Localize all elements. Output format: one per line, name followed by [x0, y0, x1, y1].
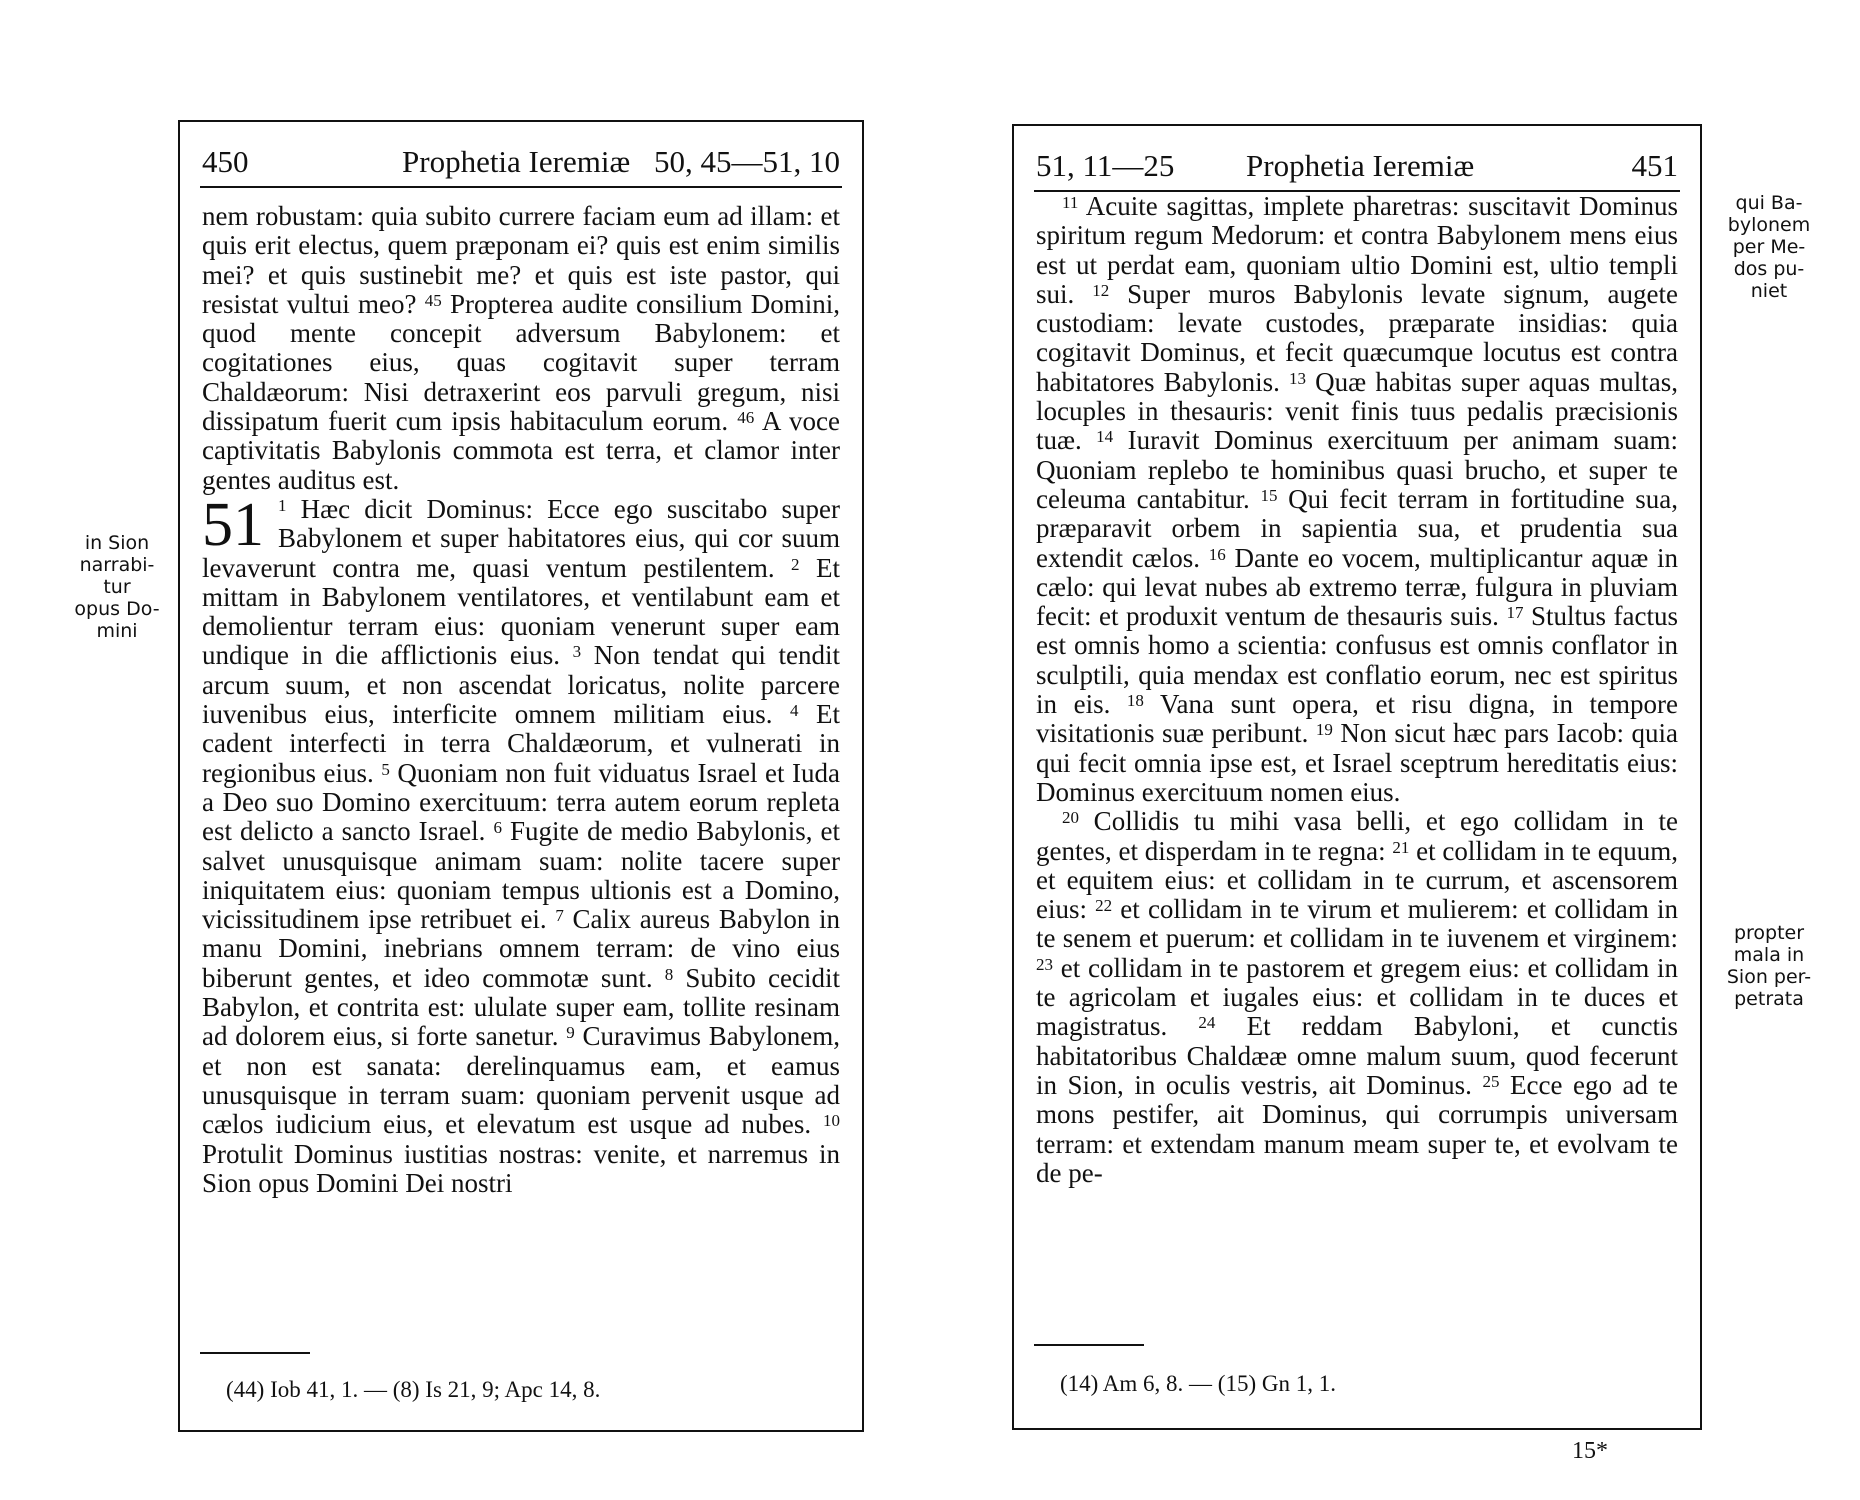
margin-note-line: dos pu- [1733, 258, 1805, 280]
paragraph [202, 490, 841, 1198]
text-run: Et mittam in Babylonem ventilatores, et ventilabunt eam et demolientur terram eius: quoniam venerunt super eam undique in die afflictionis eius. [202, 552, 840, 671]
footnote: (44) Iob 41, 1. — (8) Is 21, 9; Apc 14, 8. [226, 1377, 601, 1402]
verse-number: 4 [789, 701, 799, 721]
verse-number: 11 [1062, 193, 1079, 212]
verse-number: 20 [1062, 808, 1079, 828]
running-head [202, 142, 840, 182]
verse-number: 12 [1092, 280, 1110, 300]
text-run: Protulit Dominus iustitias nostras: venite, et narremus in Sion opus Domini Dei nostri [202, 1138, 840, 1198]
text-run: Dante eo vocem, multiplicantur aquæ in cælo: qui levat nubes ab extremo terræ, fulgura in pluviam fecit: et produxit ventum de thesauris suis. [1036, 542, 1678, 632]
verse-number: 24 [1198, 1013, 1216, 1033]
text-run: Non tendat qui tendit arcum suum, et non ascendat loricatus, nolite parcere iuvenibus eius, interficite omnem militiam eius. [202, 640, 840, 730]
margin-note-line: Sion per- [1726, 966, 1812, 988]
signature-mark: 15* [1572, 1438, 1608, 1464]
header-rule [200, 186, 842, 188]
body-text [202, 202, 840, 1198]
body-text [1036, 192, 1678, 1188]
verse-number: 16 [1208, 544, 1226, 564]
text-run: Propterea audite consilium Domini, quod mente concepit adversum Babylonem: et cogitationes eius, quas cogitavit super terram Chaldæorum: Nisi detraxerint eos parvuli gregum, nisi dissipatum fuerit cum ipsis habitaculum eorum. [202, 288, 840, 437]
margin-note-line: narrabi- [79, 554, 155, 576]
margin-note-line: opus Do- [74, 598, 160, 620]
page-number: 450 [202, 144, 249, 179]
text-run: Collidis tu mihi vasa belli, et ego collidam in te gentes, et disperdam in te regna: [1036, 806, 1678, 866]
running-head [1036, 146, 1678, 186]
margin-note-right-top [1714, 192, 1824, 302]
text-run: Ecce ego ad te mons pestifer, ait Dominus, qui corrumpis universam terram: et extendam manum meam super te, et evolvam te de pe- [1036, 1069, 1678, 1188]
margin-note-line: mala in [1733, 944, 1805, 966]
text-run: et collidam in te equum, et equitem eius: et collidam in te currum, et ascensorem eius: [1036, 835, 1678, 925]
verse-number: 7 [555, 906, 564, 926]
text-run: Quoniam non fuit viduatus Israel et Iuda a Deo suo Domino exercituum: terra autem eorum repleta est delicto a sancto Israel. [202, 757, 840, 847]
margin-note-line: niet [1750, 280, 1788, 302]
right-page [1012, 124, 1702, 1430]
paragraph [1036, 807, 1678, 1188]
page-number: 451 [1631, 148, 1678, 183]
margin-note-line: propter [1733, 922, 1805, 944]
text-run: Iuravit Dominus exercituum per animam suam: Quoniam replebo te hominibus quasi brucho, et super te celeuma cantabitur. [1036, 425, 1678, 514]
verse-number: 21 [1392, 837, 1410, 857]
footnote-rule [1034, 1344, 1144, 1346]
text-run: A voce captivitatis Babylonis commota est terra, et clamor inter gentes auditus est. [202, 406, 840, 495]
margin-note-line: per Me- [1732, 236, 1806, 258]
verse-number: 13 [1289, 368, 1307, 388]
text-run: nem robustam: quia subito currere faciam eum ad illam: et quis erit electus, quem præponam ei? quis est enim similis mei? et quis sustinebit me? et quis est iste pastor, qui resistat vultui meo? [202, 201, 840, 319]
text-run: Et reddam Babyloni, et cunctis habitatoribus Chaldææ omne malum suum, quod fecerunt in Sion, in oculis vestris, ait Dominus. [1036, 1011, 1678, 1100]
margin-note-line: petrata [1734, 988, 1804, 1010]
text-run: Subito cecidit Babylon, et contrita est: ululate super eam, tollite resinam ad dolorem eius, si forte sanetur. [202, 962, 840, 1052]
verse-number: 19 [1315, 720, 1333, 740]
text-run: Curavimus Babylonem, et non est sanata: derelinquamus eam, et eamus unusquisque in terram suam: quoniam pervenit usque ad cælos iudicium eius, et elevatum est usque ad nubes. [202, 1021, 840, 1140]
verse-number: 46 [737, 408, 755, 428]
text-run: Calix aureus Babylon in manu Domini, inebrians omnem terram: de vino eius biberunt gentes, et ideo commotæ sunt. [202, 904, 840, 993]
chapter-verse-reference: 50, 45—51, 10 [654, 144, 840, 179]
text-run: Hæc dicit Dominus: Ecce ego suscitabo super Babylonem et super habitatores eius, qui cor suum levaverunt contra me, quasi ventum pestilentem. [202, 493, 840, 583]
text-run: Fugite de medio Babylonis, et salvet unusquisque animam suam: nolite tacere super iniquitatem eius: quoniam tempus ultionis est a Domino, vicissitudinem ipse retribuet ei. [202, 816, 841, 935]
paragraph [1036, 192, 1678, 807]
chapter-verse-reference: 51, 11—25 [1036, 148, 1175, 183]
left-page [178, 120, 864, 1432]
margin-note-right-bottom [1714, 922, 1824, 1010]
verse-number: 15 [1260, 485, 1278, 505]
verse-number: 2 [791, 554, 800, 574]
verse-number: 10 [823, 1111, 840, 1131]
chapter-number: 51 [202, 490, 264, 559]
text-run: Acuite sagittas, implete pharetras: suscitavit Dominus spiritum regum Medorum: et contra Babylonem mens eius est ut perdat eam, quoniam ultio Domini est, ultio templi sui. [1036, 191, 1678, 309]
verse-number: 5 [381, 759, 390, 779]
running-title: Prophetia Ieremiæ [1246, 148, 1475, 183]
text-run: Qui fecit terram in fortitudine sua, præparavit orbem in sapientia sua, et prudentia sua extendit cælos. [1036, 483, 1678, 573]
verse-number: 18 [1126, 691, 1144, 711]
margin-note-line: mini [96, 620, 138, 642]
margin-note-line: bylonem [1727, 214, 1811, 236]
text-run: Stultus factus est omnis homo a scientia: confusus est omnis conflator in sculptili, quia mendax est conflatio eorum, nec est spiritus in eis. [1036, 601, 1679, 720]
verse-number: 25 [1482, 1071, 1500, 1091]
footnote-rule [200, 1352, 310, 1354]
verse-number: 45 [424, 290, 442, 310]
text-run: Non sicut hæc pars Iacob: quia qui fecit omnia ipse est, et Israel sceptrum hereditatis eius: Dominus exercituum nomen eius. [1036, 718, 1678, 807]
verse-number: 17 [1506, 603, 1524, 623]
margin-note-line: tur [103, 576, 131, 598]
verse-number: 14 [1096, 427, 1114, 447]
text-run: Vana sunt opera, et risu digna, in tempore visitationis suæ peribunt. [1036, 689, 1678, 749]
verse-number: 23 [1036, 954, 1053, 974]
verse-number: 1 [278, 495, 287, 515]
verse-number: 6 [493, 818, 502, 838]
margin-note-line: qui Ba- [1735, 192, 1803, 214]
margin-note-left [62, 532, 172, 642]
verse-number: 3 [572, 642, 582, 662]
verse-number: 22 [1095, 896, 1113, 916]
text-run: Et cadent interfecti in terra Chaldæorum, et vulnerati in regionibus eius. [202, 699, 840, 788]
text-run: Super muros Babylonis levate signum, augete custodiam: levate custodes, præparate insidias: quia cogitavit Dominus, et fecit quæcumque locutus est contra habitatores Babylonis. [1036, 278, 1678, 397]
running-title: Prophetia Ieremiæ [402, 144, 631, 179]
verse-number: 9 [566, 1023, 575, 1043]
text-run: Quæ habitas super aquas multas, locuples in thesauris: venit finis tuus pedalis præcisionis tuæ. [1036, 366, 1678, 456]
verse-number: 8 [664, 964, 674, 984]
paragraph [202, 202, 840, 495]
margin-note-line: in Sion [84, 532, 150, 554]
text-run: et collidam in te virum et mulierem: et collidam in te senem et puerum: et collidam in te iuvenem et virginem: [1036, 894, 1678, 954]
text-run: et collidam in te pastorem et gregem eius: et collidam in te agricolam et iugales eius: et collidam in te duces et magistratus. [1036, 952, 1678, 1042]
footnote: (14) Am 6, 8. — (15) Gn 1, 1. [1060, 1371, 1336, 1396]
